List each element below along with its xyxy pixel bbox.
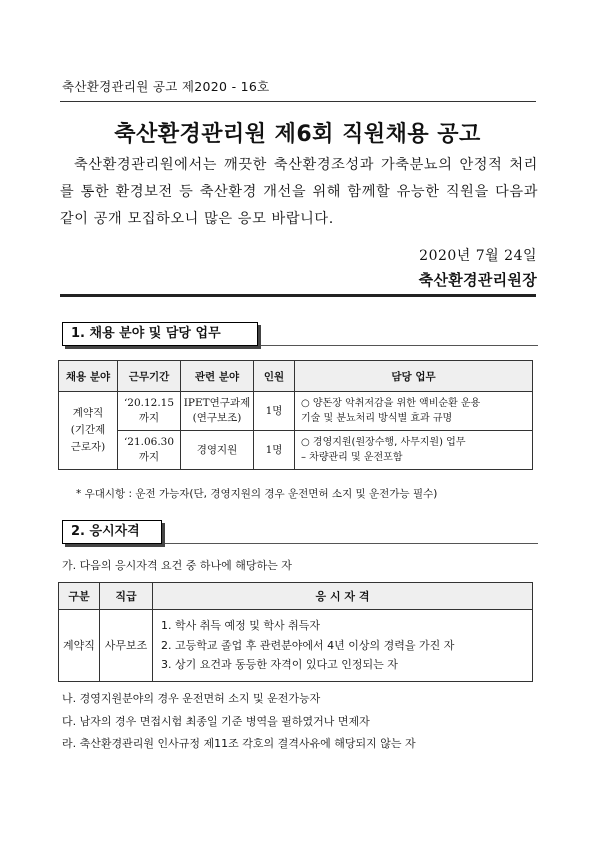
duty-cell: ○ 경영지원(원장수행, 사무지원) 업무 – 차량관리 및 운전포함 [295, 431, 533, 470]
table-row [59, 610, 533, 682]
table-row [59, 392, 533, 431]
col-type: 구분 [59, 583, 100, 610]
list-item: 다. 남자의 경우 면접시험 최종일 기준 병역을 필하였거나 면제자 [62, 714, 370, 728]
period-cell: ‘21.06.30 까지 [118, 431, 181, 470]
intro-paragraph [60, 152, 538, 233]
type-cell: 계약직 [59, 610, 100, 682]
count-cell: 1명 [254, 431, 295, 470]
col-grade: 직급 [100, 583, 153, 610]
notice-number: 축산환경관리원 공고 제2020 - 16호 [62, 79, 270, 94]
grade-cell: 사무보조 [100, 610, 153, 682]
area-cell: 경영지원 [181, 431, 254, 470]
issuer-name: 축산환경관리원장 [418, 271, 537, 289]
list-item: 라. 축산환경관리원 인사규정 제11조 각호의 결격사유에 해당되지 않는 자 [62, 737, 416, 750]
list-item: 나. 경영지원분야의 경우 운전면허 소지 및 운전가능자 [62, 692, 321, 705]
additional-requirements [62, 688, 416, 756]
col-area: 관련 분야 [181, 361, 254, 392]
qualification-list [153, 610, 533, 682]
notice-date: 2020년 7월 24일 [419, 248, 537, 264]
field-cell: 계약직 (기간제 근로자) [59, 392, 118, 470]
qualification-table [58, 582, 533, 682]
table-header-row [59, 361, 533, 392]
section2-heading: 2. 응시자격 [62, 520, 162, 544]
list-item: 2. 고등학교 졸업 후 관련분야에서 4년 이상의 경력을 가진 자 [161, 638, 455, 652]
qualification-intro: 가. 다음의 응시자격 요건 중 하나에 해당하는 자 [62, 559, 292, 572]
table-header-row [59, 583, 533, 610]
col-period: 근무기간 [118, 361, 181, 392]
thick-divider [60, 294, 536, 297]
col-qualification: 응 시 자 격 [153, 583, 533, 610]
col-duty: 담당 업무 [295, 361, 533, 392]
intro-text: 축산환경관리원에서는 깨끗한 축산환경조성과 가축분뇨의 안정적 처리를 통한 환경보전 등 축산환경 개선을 위해 함께할 유능한 직원을 다음과 같이 공개 모집하오니 많은 응모 바랍니다. [60, 157, 538, 227]
table-row [59, 431, 533, 470]
recruitment-table [58, 360, 533, 470]
page-title: 축산환경관리원 제6회 직원채용 공고 [114, 122, 481, 147]
header-divider [60, 101, 536, 102]
section1-heading: 1. 채용 분야 및 담당 업무 [62, 322, 258, 346]
preference-footnote: * 우대시항 : 운전 가능자(단, 경영지원의 경우 운전면허 소지 및 운전가능 필수) [76, 488, 438, 500]
period-cell: ‘20.12.15 까지 [118, 392, 181, 431]
duty-cell: ○ 양돈장 악취저감을 위한 액비순환 운용 기술 및 분뇨처리 방식별 효과 규명 [295, 392, 533, 431]
col-field: 채용 분야 [59, 361, 118, 392]
count-cell: 1명 [254, 392, 295, 431]
area-cell: IPET연구과제 (연구보조) [181, 392, 254, 431]
list-item: 1. 학사 취득 예정 및 학사 취득자 [161, 619, 320, 632]
col-count: 인원 [254, 361, 295, 392]
list-item: 3. 상기 요건과 동등한 자격이 있다고 인정되는 자 [161, 658, 398, 671]
